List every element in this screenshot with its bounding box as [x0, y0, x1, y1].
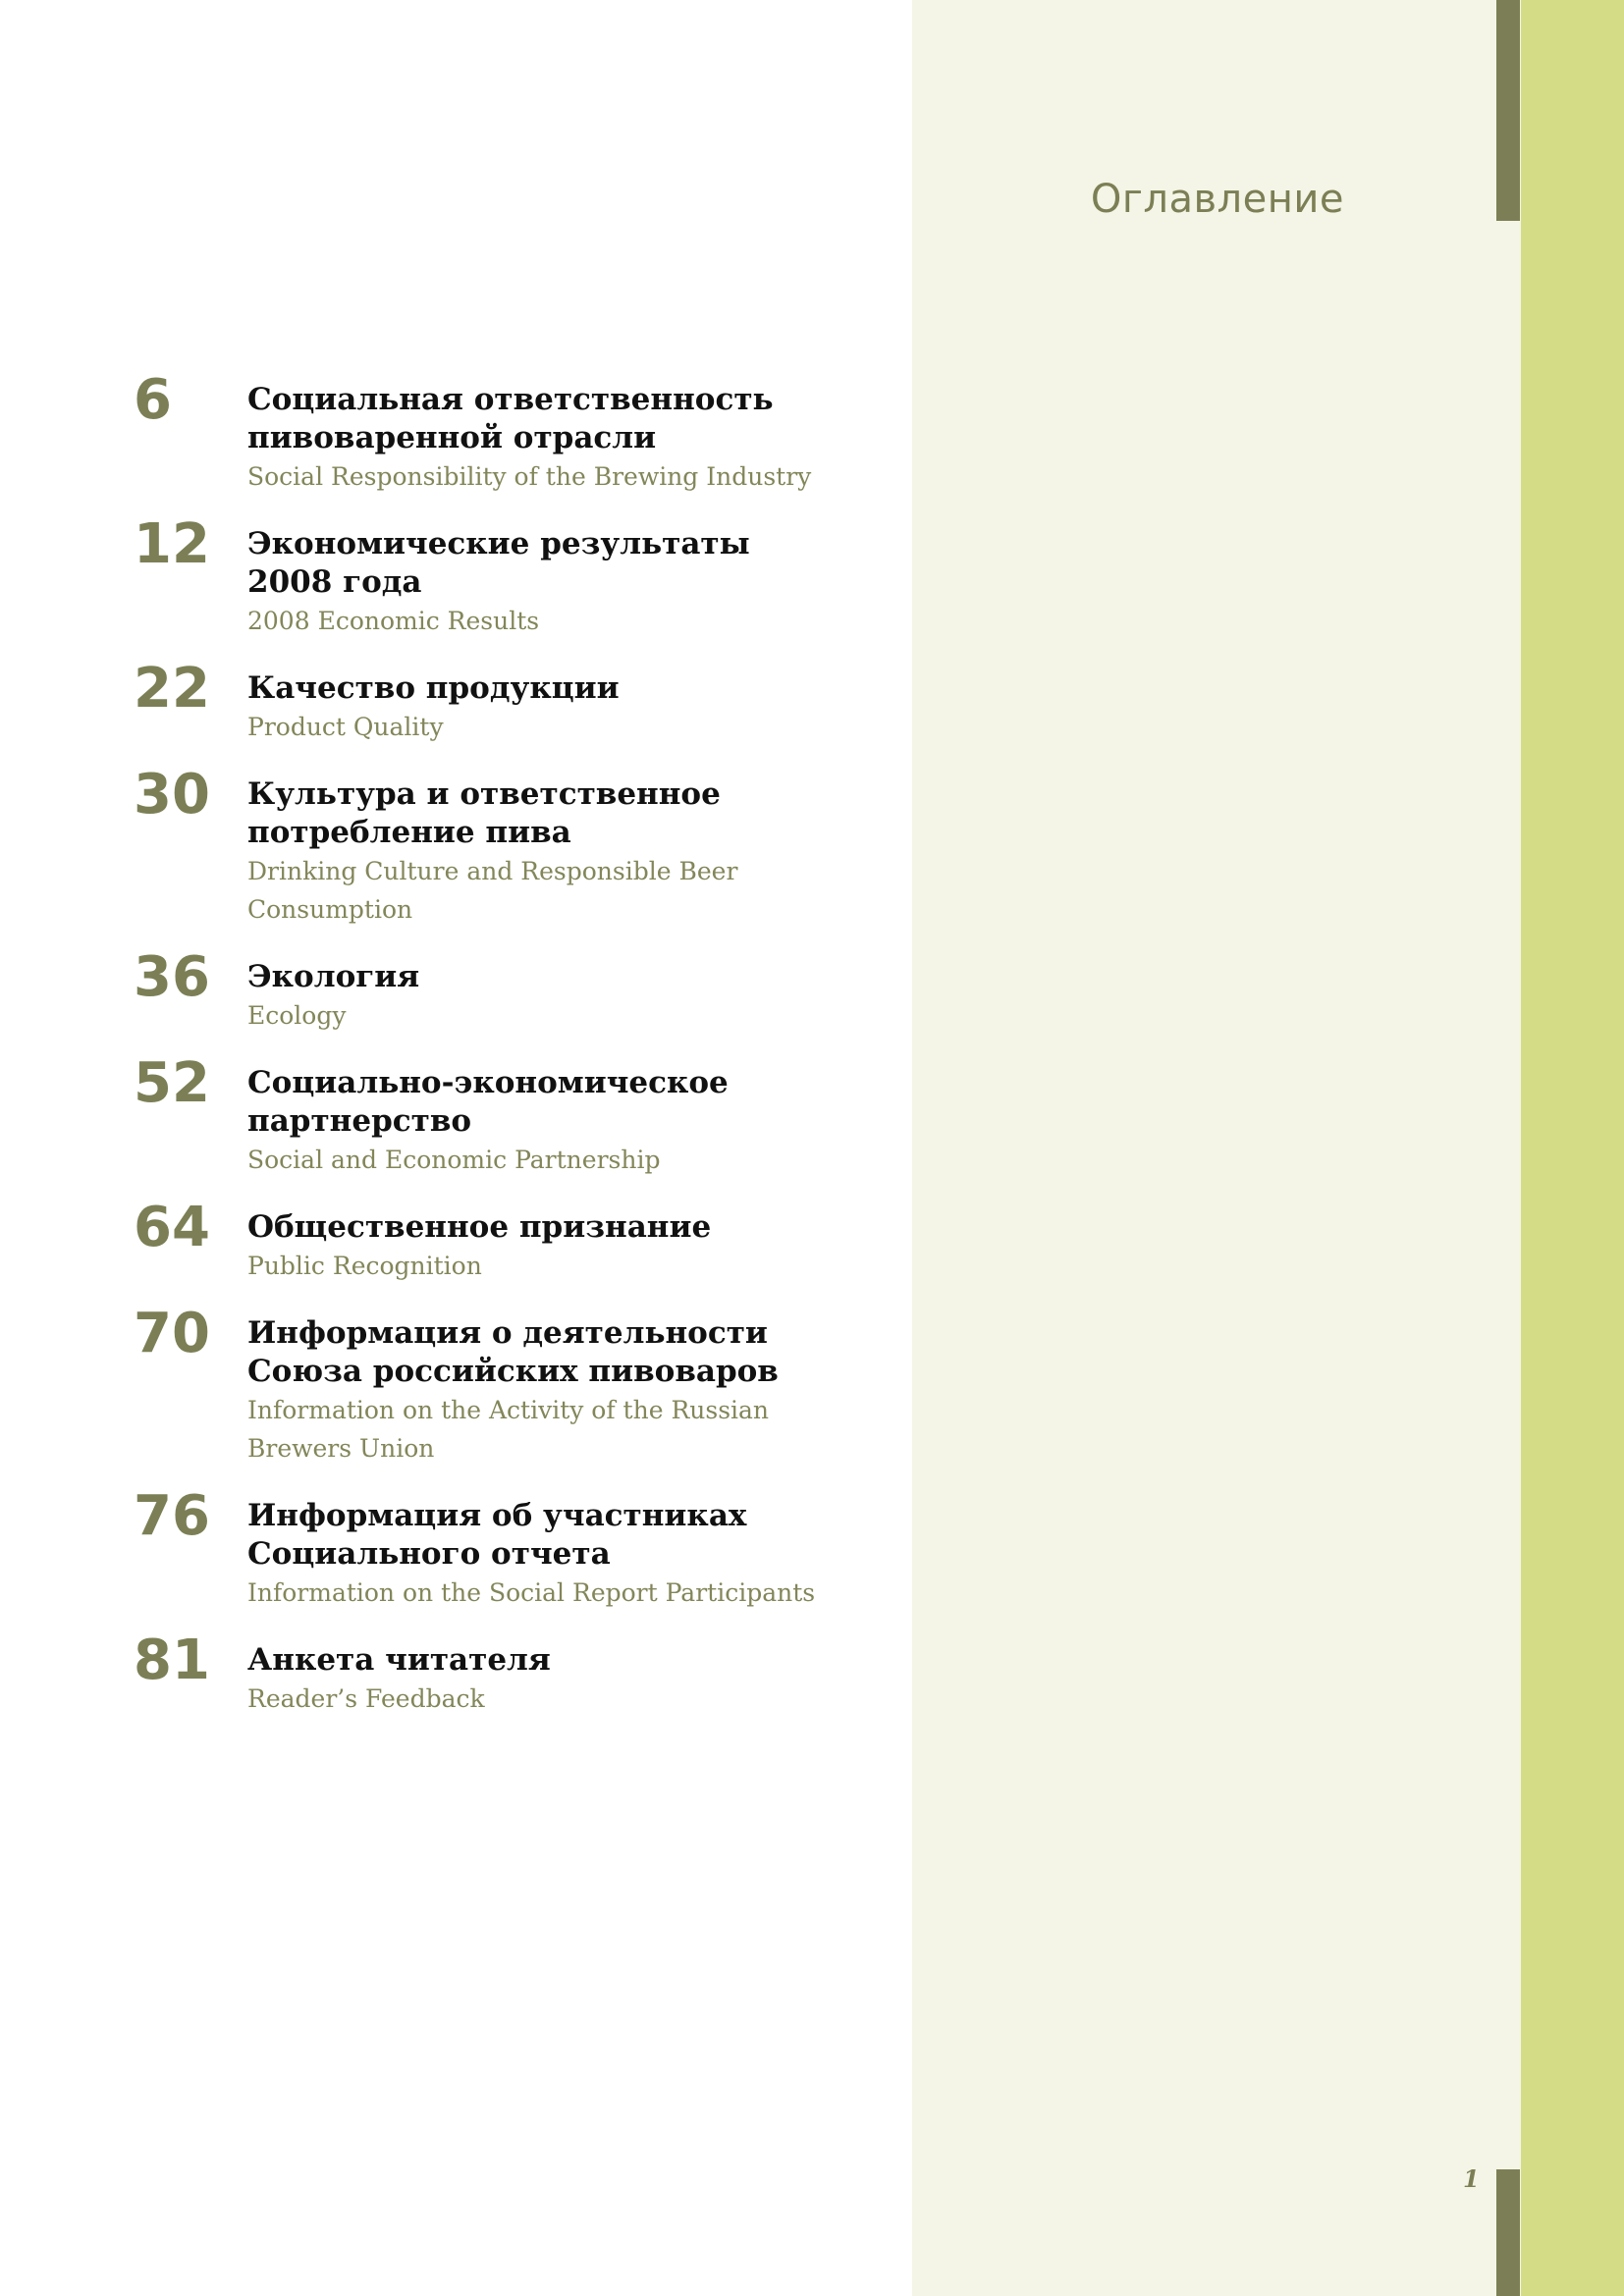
toc-title-ru: Анкета читателя	[247, 1642, 551, 1678]
toc-title-ru: Социальная ответственность пивоваренной отрасли	[247, 382, 774, 455]
green-side-strip	[1521, 0, 1624, 2296]
toc-entry[interactable]	[134, 1629, 840, 1718]
table-of-contents	[134, 368, 840, 1747]
toc-title-ru: Информация о деятельности Союза российских пивоваров	[247, 1315, 779, 1389]
toc-title-ru: Экология	[247, 959, 420, 994]
toc-entry[interactable]	[134, 1484, 840, 1612]
toc-title-en: Reader’s Feedback	[247, 1684, 485, 1713]
toc-title-en: Public Recognition	[247, 1252, 482, 1280]
top-marker-bar	[1496, 0, 1520, 221]
toc-title-ru: Качество продукции	[247, 670, 620, 706]
toc-entry[interactable]	[134, 945, 840, 1035]
toc-title-en: Information on the Social Report Participants	[247, 1578, 816, 1607]
toc-entry[interactable]	[134, 1196, 840, 1285]
toc-entry[interactable]	[134, 368, 840, 496]
toc-heading: Оглавление	[1090, 177, 1344, 222]
toc-title-en: Social Responsibility of the Brewing Industry	[247, 462, 812, 491]
toc-title-ru: Экономические результаты 2008 года	[247, 526, 750, 600]
toc-entry[interactable]	[134, 512, 840, 640]
toc-page-number: 36	[134, 945, 210, 1009]
toc-page-number: 22	[134, 657, 210, 721]
toc-title-en: Drinking Culture and Responsible Beer Consumption	[247, 857, 738, 924]
toc-page-number: 52	[134, 1051, 210, 1115]
toc-page-number: 70	[134, 1302, 210, 1365]
toc-title-ru: Общественное признание	[247, 1209, 712, 1245]
toc-page-number: 6	[134, 368, 172, 432]
toc-title-en: 2008 Economic Results	[247, 607, 540, 635]
toc-title-ru: Культура и ответственное потребление пива	[247, 776, 721, 850]
toc-title-en: Product Quality	[247, 713, 444, 741]
toc-entry[interactable]	[134, 1302, 840, 1468]
toc-entry[interactable]	[134, 763, 840, 929]
toc-title-ru: Информация об участниках Социального отчета	[247, 1498, 747, 1572]
toc-page-number: 64	[134, 1196, 210, 1259]
right-panel-background	[912, 0, 1521, 2296]
toc-entry[interactable]	[134, 1051, 840, 1179]
toc-page-number: 12	[134, 512, 210, 576]
toc-title-ru: Социально-экономическое партнерство	[247, 1065, 729, 1139]
bottom-marker-bar	[1496, 2169, 1520, 2296]
toc-page-number: 76	[134, 1484, 210, 1548]
toc-page-number: 30	[134, 763, 210, 827]
toc-title-en: Ecology	[247, 1001, 347, 1030]
toc-title-en: Social and Economic Partnership	[247, 1146, 661, 1174]
page-number: 1	[1463, 2164, 1480, 2193]
toc-title-en: Information on the Activity of the Russian Brewers Union	[247, 1396, 770, 1463]
toc-page-number: 81	[134, 1629, 210, 1692]
toc-entry[interactable]	[134, 657, 840, 746]
